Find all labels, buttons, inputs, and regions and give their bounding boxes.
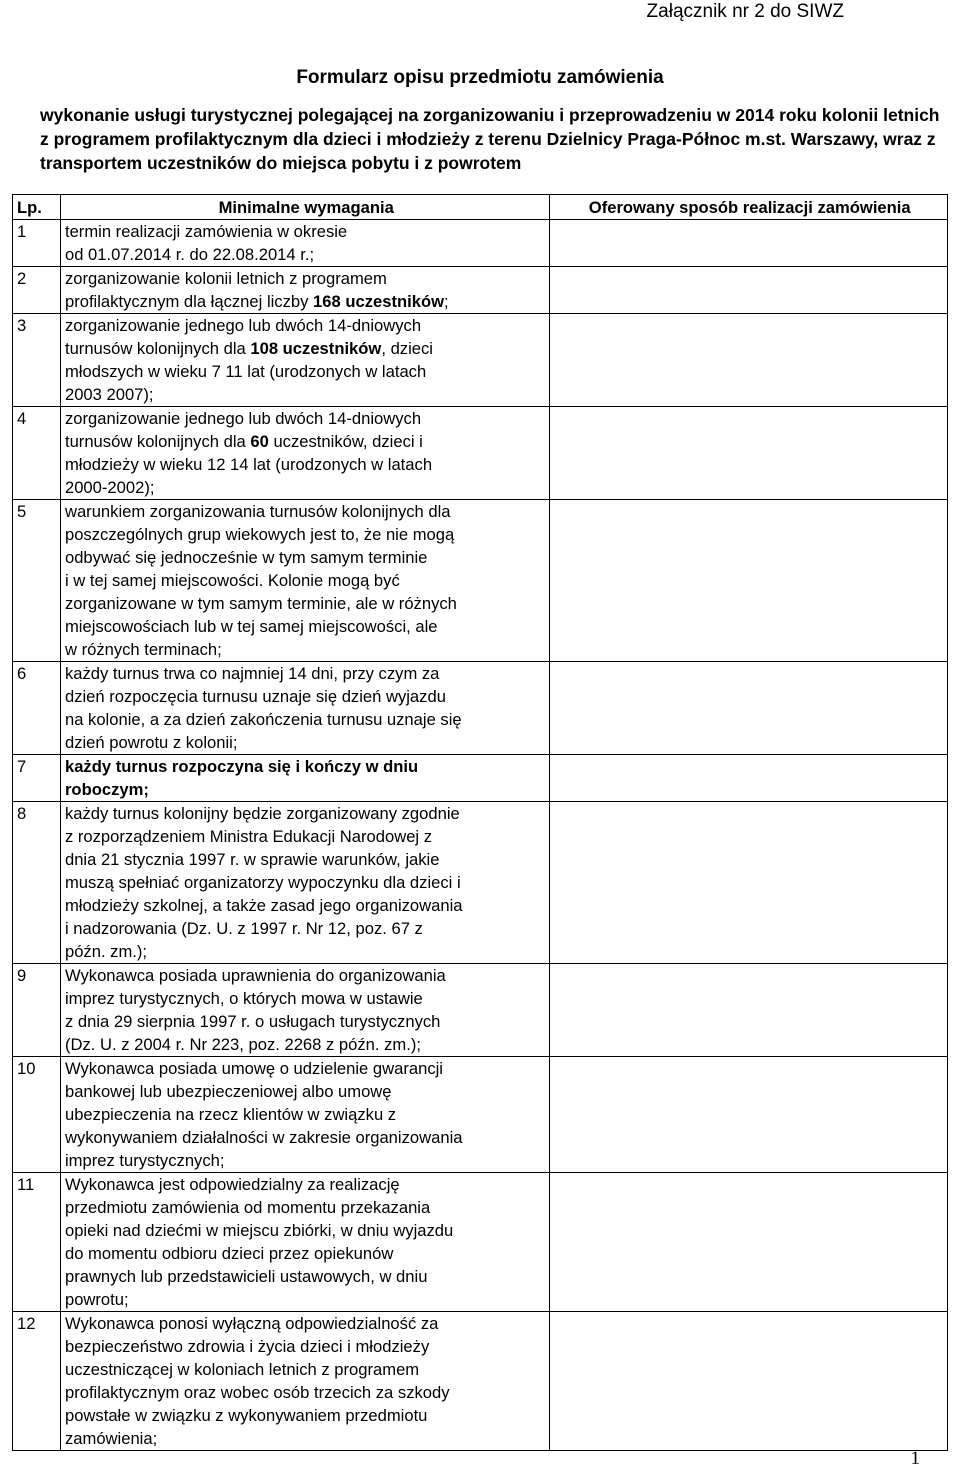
requirement-text-part: uczestników, dzieci i — [268, 432, 423, 451]
header-offer: Oferowany sposób realizacji zamówienia — [550, 195, 948, 220]
requirement-text-part: termin realizacji zamówienia w okresie — [64, 222, 348, 241]
requirement-text — [60, 500, 549, 662]
requirement-text-part: ; — [444, 292, 449, 311]
document-subtitle: wykonanie usługi turystycznej polegającej na zorganizowaniu i przeprowadzeniu w 2014 roku kolonii letnich z programem profilaktycznym dla dzieci i młodzieży z terenu Dzielnicy Praga-Północ m.st. Warszawy, wraz z transportem uczestników do miejsca pobytu i z powrotem — [40, 105, 940, 173]
requirement-text-part: od 01.07.2014 r. do 22.08.2014 r.; — [64, 245, 315, 264]
table-row — [13, 802, 948, 964]
requirement-text-part: młodszych w wieku 7 11 lat (urodzonych w latach — [64, 362, 427, 381]
row-number: 5 — [13, 500, 61, 662]
requirement-text-part: wykonywaniem działalności w zakresie organizowania — [64, 1128, 463, 1147]
requirement-text-part: i nadzorowania (Dz. U. z 1997 r. Nr 12, poz. 67 z — [64, 919, 423, 938]
row-number: 10 — [13, 1057, 61, 1173]
requirement-text-part: miejscowościach lub w tej samej miejscowości, ale — [64, 617, 438, 636]
requirement-text — [60, 802, 549, 964]
requirement-text-part: bezpieczeństwo zdrowia i życia dzieci i młodzieży — [64, 1337, 430, 1356]
requirement-text-part: 2000-2002); — [64, 478, 155, 497]
requirement-text-part: zamówienia; — [64, 1429, 158, 1448]
table-header-row — [13, 195, 948, 220]
requirement-text — [60, 662, 549, 755]
table-row — [13, 662, 948, 755]
table-row — [13, 500, 948, 662]
requirement-text-part: zorganizowane w tym samym terminie, ale w różnych — [64, 594, 457, 613]
requirement-text-part: poszczególnych grup wiekowych jest to, że nie mogą — [64, 525, 455, 544]
row-number: 12 — [13, 1312, 61, 1451]
requirement-text-part: zorganizowanie kolonii letnich z programem — [64, 269, 387, 288]
requirement-text-part: prawnych lub przedstawicieli ustawowych, w dniu — [64, 1267, 428, 1286]
row-number: 6 — [13, 662, 61, 755]
requirement-text — [60, 314, 549, 407]
offer-cell[interactable] — [550, 1173, 948, 1312]
offer-cell[interactable] — [550, 662, 948, 755]
requirement-text-part: ubezpieczenia na rzecz klientów w związku z — [64, 1105, 397, 1124]
requirement-text-part: z dnia 29 sierpnia 1997 r. o usługach turystycznych — [64, 1012, 441, 1031]
requirements-table — [12, 194, 948, 1451]
requirement-text-part: przedmiotu zamówienia od momentu przekazania — [64, 1198, 431, 1217]
table-row — [13, 407, 948, 500]
row-number: 9 — [13, 964, 61, 1057]
requirement-text-part: opieki nad dziećmi w miejscu zbiórki, w dniu wyjazdu — [64, 1221, 454, 1240]
requirement-text — [60, 1057, 549, 1173]
requirement-text-part: młodzieży szkolnej, a także zasad jego organizowania — [64, 896, 463, 915]
row-number: 7 — [13, 755, 61, 802]
table-row — [13, 1057, 948, 1173]
offer-cell[interactable] — [550, 1312, 948, 1451]
requirement-text-part: profilaktycznym oraz wobec osób trzecich za szkody — [64, 1383, 450, 1402]
annex-label: Załącznik nr 2 do SIWZ — [646, 1, 844, 22]
row-number: 4 — [13, 407, 61, 500]
requirement-text-part: muszą spełniać organizatorzy wypoczynku dla dzieci i — [64, 873, 461, 892]
requirement-text-part: dzień powrotu z kolonii; — [64, 733, 238, 752]
requirement-text-part: w różnych terminach; — [64, 640, 222, 659]
requirement-text-part: odbywać się jednocześnie w tym samym terminie — [64, 548, 428, 567]
requirement-text — [60, 964, 549, 1057]
requirement-text — [60, 755, 549, 802]
requirement-text-part: dzień rozpoczęcia turnusu uznaje się dzień wyjazdu — [64, 687, 446, 706]
requirement-text-part: , dzieci — [381, 339, 433, 358]
requirement-text — [60, 220, 549, 267]
requirement-text-part: zorganizowanie jednego lub dwóch 14-dniowych — [64, 316, 422, 335]
header-requirements: Minimalne wymagania — [60, 195, 549, 220]
requirement-text-part: (Dz. U. z 2004 r. Nr 223, poz. 2268 z późn. zm.); — [64, 1035, 421, 1054]
requirement-text-part: powrotu; — [64, 1290, 129, 1309]
requirement-text-part: imprez turystycznych, o których mowa w ustawie — [64, 989, 423, 1008]
requirement-text-part: Wykonawca jest odpowiedzialny za realizację — [64, 1175, 400, 1194]
requirement-text-part: każdy turnus trwa co najmniej 14 dni, przy czym za — [64, 664, 440, 683]
requirement-text-part: dnia 21 stycznia 1997 r. w sprawie warunków, jakie — [64, 850, 440, 869]
requirement-text-part: zorganizowanie jednego lub dwóch 14-dniowych — [64, 409, 422, 428]
offer-cell[interactable] — [550, 1057, 948, 1173]
table-row — [13, 220, 948, 267]
requirement-text-part: Wykonawca ponosi wyłączną odpowiedzialność za — [64, 1314, 439, 1333]
row-number: 1 — [13, 220, 61, 267]
requirement-text-part: 2003 2007); — [64, 385, 154, 404]
offer-cell[interactable] — [550, 314, 948, 407]
requirement-text-part: turnusów kolonijnych dla — [64, 432, 251, 451]
page-number: 1 — [910, 1448, 920, 1469]
table-row — [13, 755, 948, 802]
requirement-text-part: warunkiem zorganizowania turnusów kolonijnych dla — [64, 502, 451, 521]
requirement-text-part: 168 uczestników — [313, 292, 445, 311]
table-row — [13, 1173, 948, 1312]
requirement-text-part: i w tej samej miejscowości. Kolonie mogą być — [64, 571, 400, 590]
requirement-text-part: powstałe w związku z wykonywaniem przedmiotu — [64, 1406, 428, 1425]
requirement-text-part: imprez turystycznych; — [64, 1151, 225, 1170]
requirement-text-part: turnusów kolonijnych dla — [64, 339, 251, 358]
offer-cell[interactable] — [550, 407, 948, 500]
requirement-text-part: z rozporządzeniem Ministra Edukacji Narodowej z — [64, 827, 433, 846]
requirement-text-part: uczestniczącej w koloniach letnich z programem — [64, 1360, 420, 1379]
offer-cell[interactable] — [550, 267, 948, 314]
requirement-text-part: Wykonawca posiada umowę o udzielenie gwarancji — [64, 1059, 443, 1078]
table-row — [13, 267, 948, 314]
requirement-text — [60, 1312, 549, 1451]
table-row — [13, 1312, 948, 1451]
requirement-text — [60, 407, 549, 500]
table-row — [13, 314, 948, 407]
row-number: 3 — [13, 314, 61, 407]
requirement-text-part: każdy turnus rozpoczyna się i kończy w dniu — [64, 757, 419, 776]
row-number: 2 — [13, 267, 61, 314]
requirement-text-part: każdy turnus kolonijny będzie zorganizowany zgodnie — [64, 804, 460, 823]
requirement-text-part: na kolonie, a za dzień zakończenia turnusu uznaje się — [64, 710, 462, 729]
requirement-text-part: 108 uczestników — [250, 339, 382, 358]
table-body — [13, 220, 948, 1451]
requirement-text — [60, 267, 549, 314]
table-row — [13, 964, 948, 1057]
row-number: 8 — [13, 802, 61, 964]
requirement-text-part: późn. zm.); — [64, 942, 148, 961]
requirement-text-part: Wykonawca posiada uprawnienia do organizowania — [64, 966, 446, 985]
document-title: Formularz opisu przedmiotu zamówienia — [296, 67, 664, 88]
requirement-text-part: bankowej lub ubezpieczeniowej albo umowę — [64, 1082, 392, 1101]
requirement-text-part: młodzieży w wieku 12 14 lat (urodzonych w latach — [64, 455, 433, 474]
offer-cell[interactable] — [550, 802, 948, 964]
requirement-text-part: roboczym; — [64, 780, 149, 799]
offer-cell[interactable] — [550, 500, 948, 662]
header-lp: Lp. — [13, 195, 61, 220]
offer-cell[interactable] — [550, 220, 948, 267]
row-number: 11 — [13, 1173, 61, 1312]
requirement-text-part: 60 — [250, 432, 269, 451]
requirement-text-part: do momentu odbioru dzieci przez opiekunów — [64, 1244, 394, 1263]
requirement-text-part: profilaktycznym dla łącznej liczby — [64, 292, 314, 311]
requirement-text — [60, 1173, 549, 1312]
offer-cell[interactable] — [550, 964, 948, 1057]
offer-cell[interactable] — [550, 755, 948, 802]
